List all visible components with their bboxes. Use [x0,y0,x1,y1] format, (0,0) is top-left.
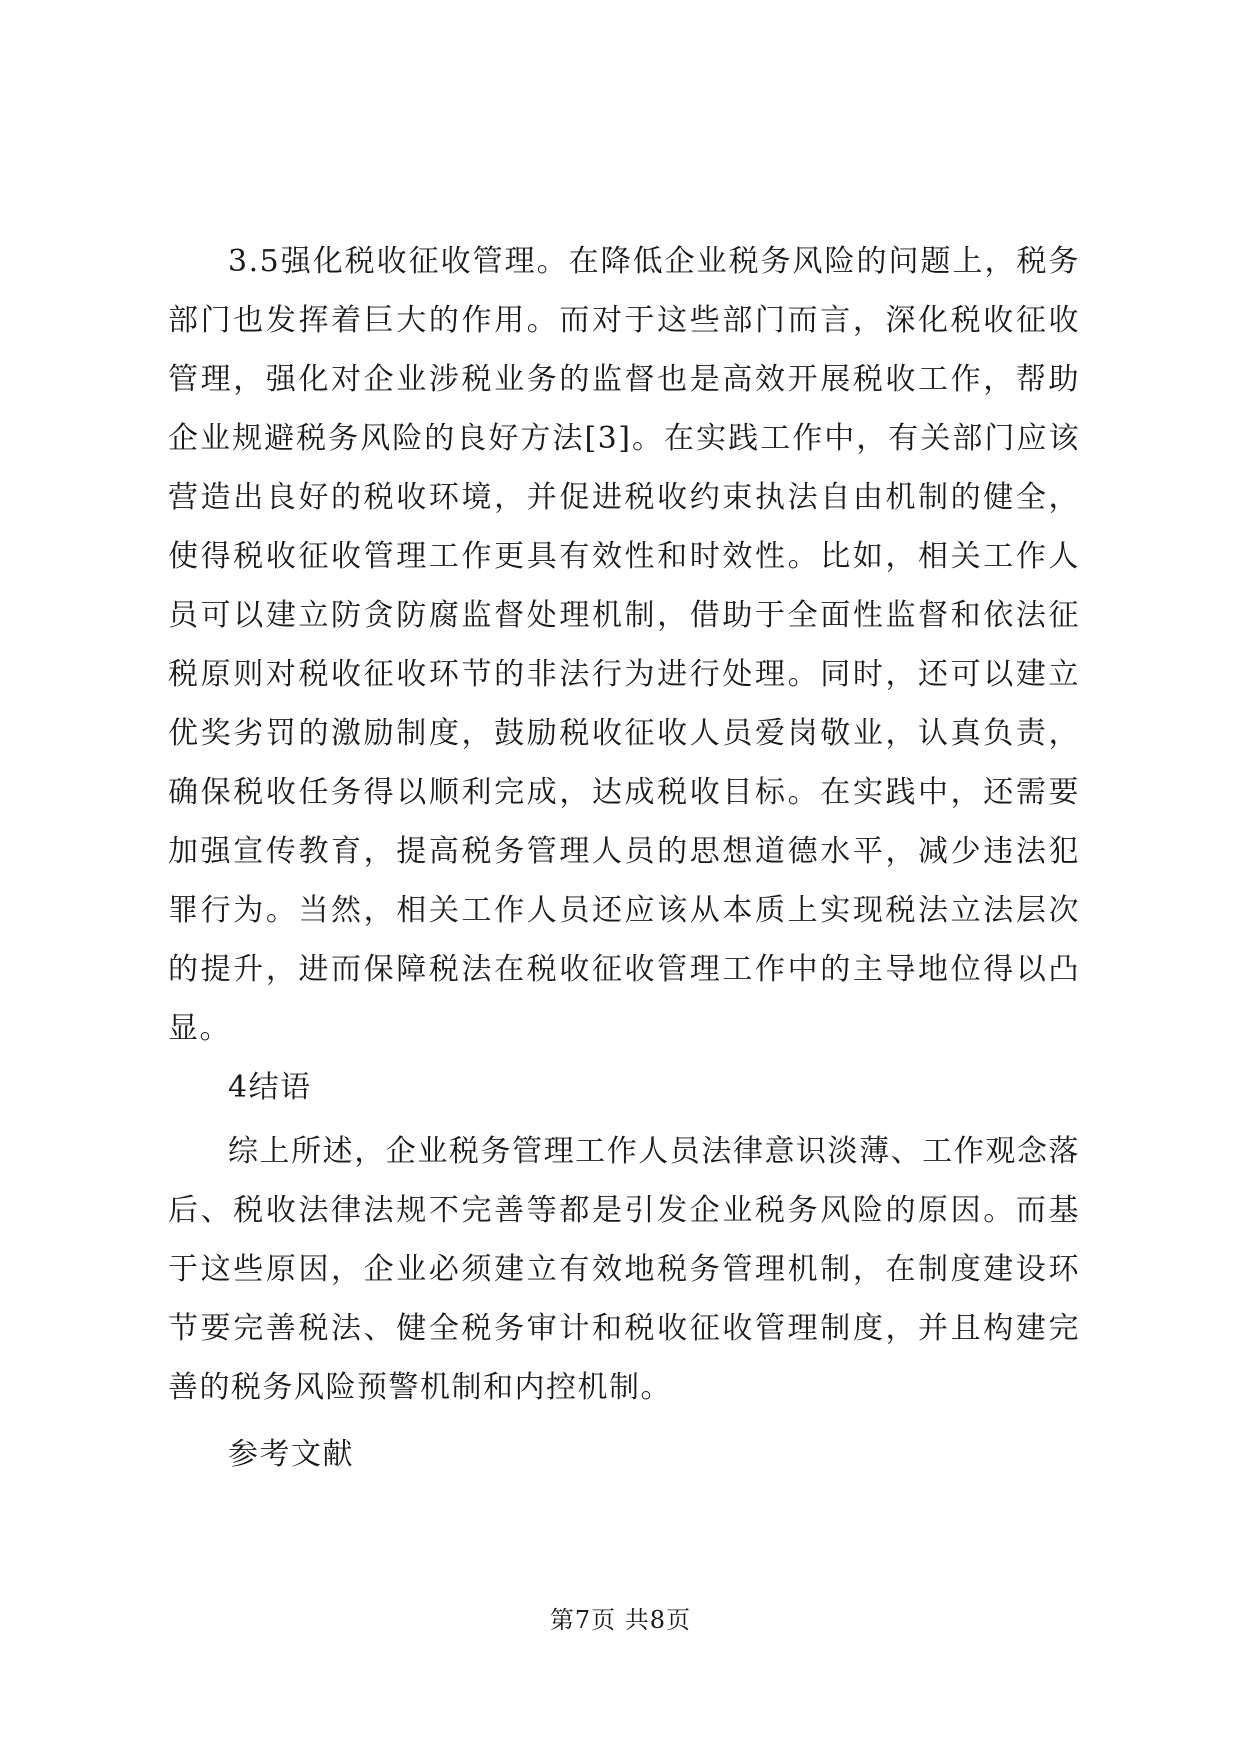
page-footer: 第7页 共8页 [549,1606,692,1634]
section-heading-references: 参考文献 [228,1437,354,1472]
paragraph-conclusion: 综上所述，企业税务管理工作人员法律意识淡薄、工作观念落后、税收法律法规不完善等都是引发企业税务风险的原因。而基于这些原因，企业必须建立有效地税务管理机制，在制度建设环节要完善税法、健全税务审计和税收征收管理制度，并且构建完善的税务风险预警机制和内控机制。 [168,1134,1080,1405]
document-body [168,232,1080,1489]
section-heading-conclusion: 4结语 [228,1070,312,1105]
paragraph-tax-collection-management: 3.5强化税收征收管理。在降低企业税务风险的问题上，税务部门也发挥着巨大的作用。而对于这些部门而言，深化税收征收管理，强化对企业涉税业务的监督也是高效开展税收工作，帮助企业规避税务风险的良好方法[3]。在实践工作中，有关部门应该营造出良好的税收环境，并促进税收约束执法自由机制的健全，使得税收征收管理工作更具有效性和时效性。比如，相关工作人员可以建立防贪防腐监督处理机制，借助于全面性监督和依法征税原则对税收征收环节的非法行为进行处理。同时，还可以建立优奖劣罚的激励制度，鼓励税收征收人员爱岗敬业，认真负责，确保税收任务得以顺利完成，达成税收目标。在实践中，还需要加强宣传教育，提高税务管理人员的思想道德水平，减少违法犯罪行为。当然，相关工作人员还应该从本质上实现税法立法层次的提升，进而保障税法在税收征收管理工作中的主导地位得以凸显。 [168,244,1080,1046]
